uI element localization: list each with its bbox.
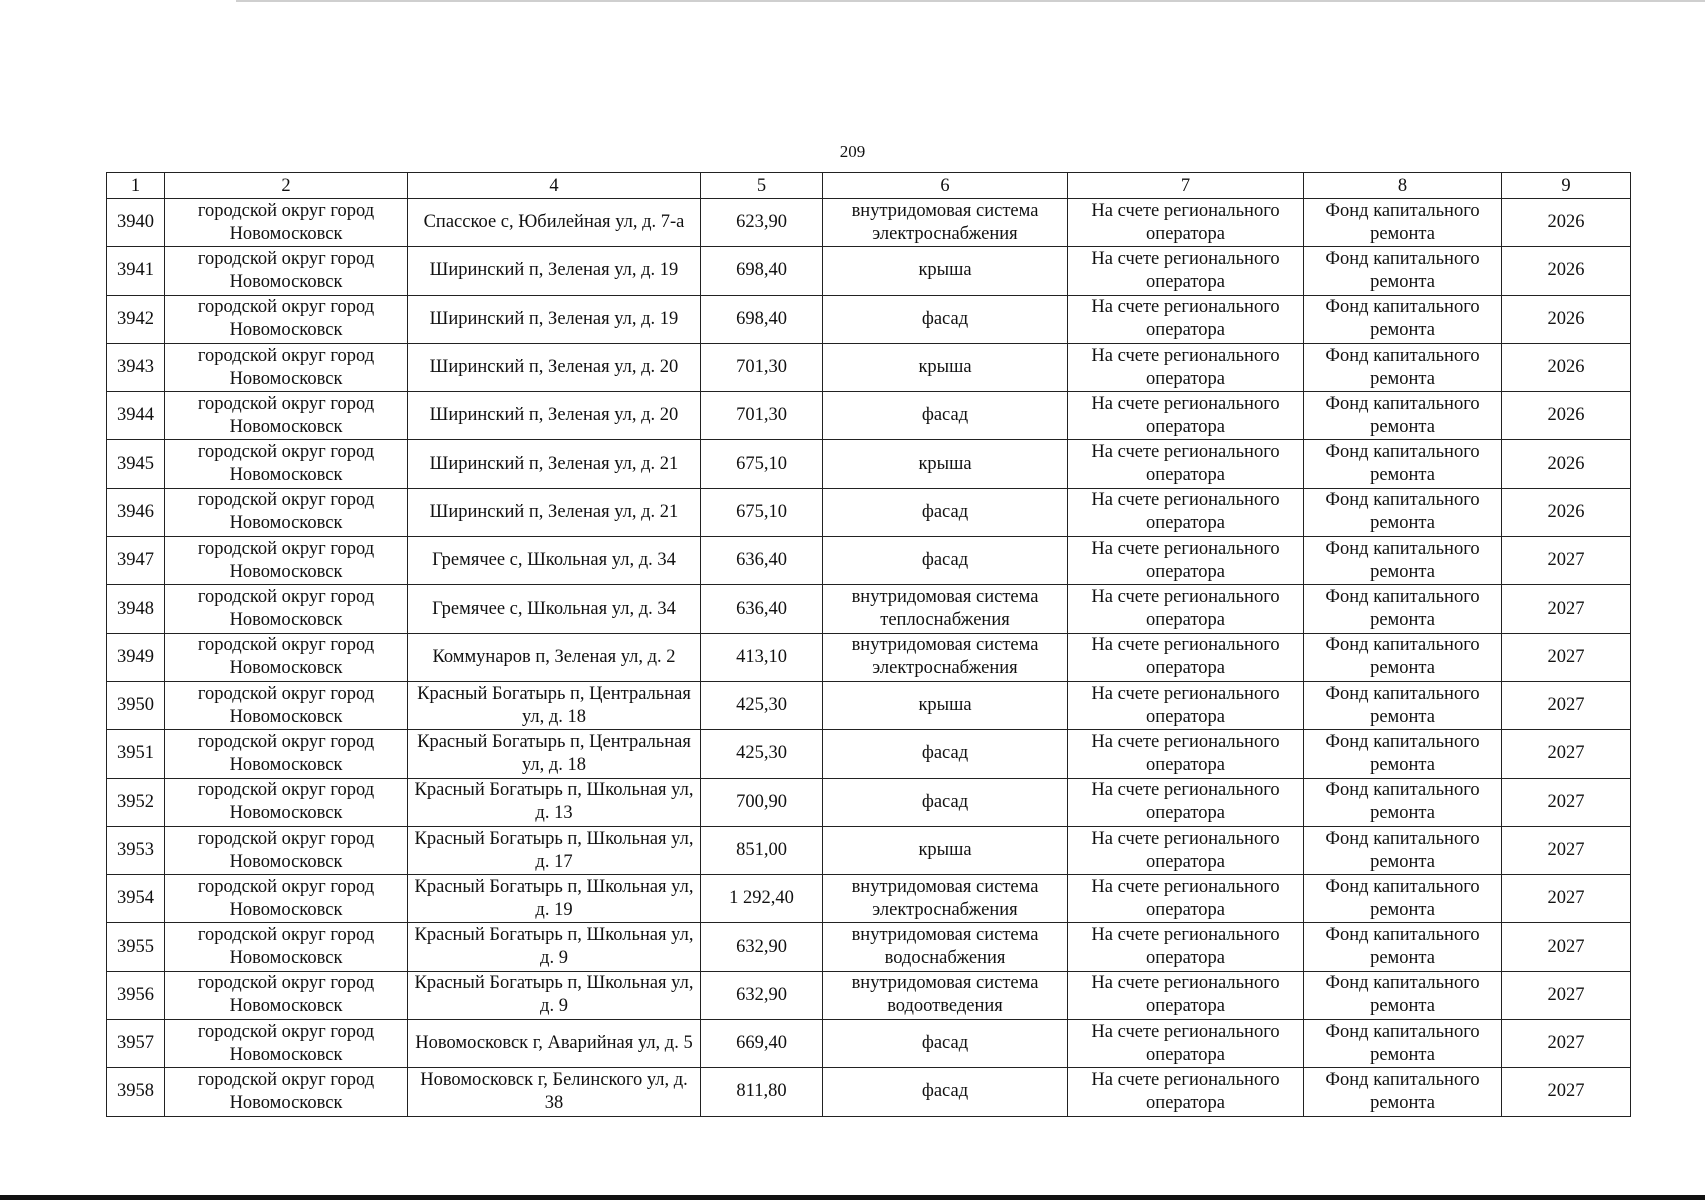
row-number-cell: 3948 (107, 585, 165, 633)
table-row (107, 343, 1631, 391)
repair-schedule-table (106, 172, 1631, 1117)
funding-source-cell: Фонд капитального ремонта (1304, 295, 1502, 343)
area-cell: 425,30 (701, 681, 823, 729)
table-row (107, 681, 1631, 729)
area-cell: 698,40 (701, 247, 823, 295)
area-cell: 425,30 (701, 730, 823, 778)
work-type-cell: фасад (823, 295, 1068, 343)
funding-source-cell: Фонд капитального ремонта (1304, 343, 1502, 391)
work-type-cell: крыша (823, 440, 1068, 488)
column-header: 7 (1068, 173, 1304, 199)
year-cell: 2027 (1502, 633, 1631, 681)
table-row (107, 392, 1631, 440)
year-cell: 2027 (1502, 1068, 1631, 1116)
municipality-cell: городской округ город Новомосковск (165, 295, 408, 343)
work-type-cell: фасад (823, 730, 1068, 778)
year-cell: 2026 (1502, 392, 1631, 440)
work-type-cell: крыша (823, 247, 1068, 295)
municipality-cell: городской округ город Новомосковск (165, 1068, 408, 1116)
fund-account-cell: На счете регионального оператора (1068, 440, 1304, 488)
funding-source-cell: Фонд капитального ремонта (1304, 537, 1502, 585)
work-type-cell: фасад (823, 392, 1068, 440)
municipality-cell: городской округ город Новомосковск (165, 681, 408, 729)
row-number-cell: 3940 (107, 199, 165, 247)
row-number-cell: 3951 (107, 730, 165, 778)
year-cell: 2027 (1502, 923, 1631, 971)
row-number-cell: 3941 (107, 247, 165, 295)
funding-source-cell: Фонд капитального ремонта (1304, 247, 1502, 295)
address-cell: Ширинский п, Зеленая ул, д. 19 (408, 247, 701, 295)
area-cell: 700,90 (701, 778, 823, 826)
funding-source-cell: Фонд капитального ремонта (1304, 875, 1502, 923)
area-cell: 851,00 (701, 826, 823, 874)
address-cell: Красный Богатырь п, Центральная ул, д. 18 (408, 730, 701, 778)
fund-account-cell: На счете регионального оператора (1068, 730, 1304, 778)
area-cell: 636,40 (701, 537, 823, 585)
column-header: 1 (107, 173, 165, 199)
fund-account-cell: На счете регионального оператора (1068, 1068, 1304, 1116)
row-number-cell: 3942 (107, 295, 165, 343)
year-cell: 2027 (1502, 537, 1631, 585)
municipality-cell: городской округ город Новомосковск (165, 633, 408, 681)
row-number-cell: 3945 (107, 440, 165, 488)
fund-account-cell: На счете регионального оператора (1068, 778, 1304, 826)
municipality-cell: городской округ город Новомосковск (165, 585, 408, 633)
row-number-cell: 3952 (107, 778, 165, 826)
area-cell: 413,10 (701, 633, 823, 681)
funding-source-cell: Фонд капитального ремонта (1304, 923, 1502, 971)
table-row (107, 971, 1631, 1019)
table-row (107, 440, 1631, 488)
table-row (107, 730, 1631, 778)
funding-source-cell: Фонд капитального ремонта (1304, 778, 1502, 826)
fund-account-cell: На счете регионального оператора (1068, 971, 1304, 1019)
column-header: 4 (408, 173, 701, 199)
table-row (107, 199, 1631, 247)
municipality-cell: городской округ город Новомосковск (165, 1020, 408, 1068)
work-type-cell: фасад (823, 488, 1068, 536)
address-cell: Красный Богатырь п, Школьная ул, д. 9 (408, 971, 701, 1019)
row-number-cell: 3950 (107, 681, 165, 729)
funding-source-cell: Фонд капитального ремонта (1304, 1020, 1502, 1068)
row-number-cell: 3946 (107, 488, 165, 536)
area-cell: 632,90 (701, 923, 823, 971)
year-cell: 2026 (1502, 199, 1631, 247)
year-cell: 2027 (1502, 730, 1631, 778)
area-cell: 675,10 (701, 440, 823, 488)
fund-account-cell: На счете регионального оператора (1068, 343, 1304, 391)
funding-source-cell: Фонд капитального ремонта (1304, 199, 1502, 247)
table-body (107, 199, 1631, 1117)
area-cell: 811,80 (701, 1068, 823, 1116)
municipality-cell: городской округ город Новомосковск (165, 778, 408, 826)
scan-top-edge (236, 0, 1705, 2)
address-cell: Ширинский п, Зеленая ул, д. 19 (408, 295, 701, 343)
funding-source-cell: Фонд капитального ремонта (1304, 585, 1502, 633)
address-cell: Красный Богатырь п, Школьная ул, д. 13 (408, 778, 701, 826)
table-row (107, 1020, 1631, 1068)
page-number: 209 (839, 142, 866, 161)
row-number-cell: 3957 (107, 1020, 165, 1068)
address-cell: Ширинский п, Зеленая ул, д. 20 (408, 392, 701, 440)
municipality-cell: городской округ город Новомосковск (165, 440, 408, 488)
year-cell: 2027 (1502, 826, 1631, 874)
fund-account-cell: На счете регионального оператора (1068, 1020, 1304, 1068)
funding-source-cell: Фонд капитального ремонта (1304, 1068, 1502, 1116)
address-cell: Ширинский п, Зеленая ул, д. 21 (408, 488, 701, 536)
address-cell: Гремячее с, Школьная ул, д. 34 (408, 537, 701, 585)
table-row (107, 875, 1631, 923)
area-cell: 701,30 (701, 343, 823, 391)
row-number-cell: 3947 (107, 537, 165, 585)
work-type-cell: фасад (823, 1020, 1068, 1068)
column-header: 9 (1502, 173, 1631, 199)
address-cell: Новомосковск г, Аварийная ул, д. 5 (408, 1020, 701, 1068)
funding-source-cell: Фонд капитального ремонта (1304, 633, 1502, 681)
fund-account-cell: На счете регионального оператора (1068, 488, 1304, 536)
work-type-cell: фасад (823, 537, 1068, 585)
table-row (107, 488, 1631, 536)
year-cell: 2027 (1502, 971, 1631, 1019)
row-number-cell: 3949 (107, 633, 165, 681)
work-type-cell: крыша (823, 681, 1068, 729)
address-cell: Коммунаров п, Зеленая ул, д. 2 (408, 633, 701, 681)
area-cell: 701,30 (701, 392, 823, 440)
fund-account-cell: На счете регионального оператора (1068, 295, 1304, 343)
table-row (107, 247, 1631, 295)
work-type-cell: внутридомовая система теплоснабжения (823, 585, 1068, 633)
table-row (107, 826, 1631, 874)
year-cell: 2026 (1502, 488, 1631, 536)
area-cell: 698,40 (701, 295, 823, 343)
area-cell: 669,40 (701, 1020, 823, 1068)
municipality-cell: городской округ город Новомосковск (165, 537, 408, 585)
address-cell: Красный Богатырь п, Школьная ул, д. 17 (408, 826, 701, 874)
row-number-cell: 3943 (107, 343, 165, 391)
municipality-cell: городской округ город Новомосковск (165, 730, 408, 778)
work-type-cell: внутридомовая система электроснабжения (823, 633, 1068, 681)
table-row (107, 537, 1631, 585)
address-cell: Красный Богатырь п, Школьная ул, д. 9 (408, 923, 701, 971)
year-cell: 2026 (1502, 295, 1631, 343)
funding-source-cell: Фонд капитального ремонта (1304, 681, 1502, 729)
fund-account-cell: На счете регионального оператора (1068, 681, 1304, 729)
fund-account-cell: На счете регионального оператора (1068, 537, 1304, 585)
work-type-cell: крыша (823, 343, 1068, 391)
work-type-cell: внутридомовая система электроснабжения (823, 199, 1068, 247)
address-cell: Красный Богатырь п, Школьная ул, д. 19 (408, 875, 701, 923)
municipality-cell: городской округ город Новомосковск (165, 923, 408, 971)
row-number-cell: 3956 (107, 971, 165, 1019)
area-cell: 632,90 (701, 971, 823, 1019)
fund-account-cell: На счете регионального оператора (1068, 585, 1304, 633)
year-cell: 2027 (1502, 778, 1631, 826)
municipality-cell: городской округ город Новомосковск (165, 826, 408, 874)
municipality-cell: городской округ город Новомосковск (165, 392, 408, 440)
column-header: 8 (1304, 173, 1502, 199)
area-cell: 623,90 (701, 199, 823, 247)
column-header: 6 (823, 173, 1068, 199)
work-type-cell: крыша (823, 826, 1068, 874)
funding-source-cell: Фонд капитального ремонта (1304, 488, 1502, 536)
row-number-cell: 3944 (107, 392, 165, 440)
municipality-cell: городской округ город Новомосковск (165, 247, 408, 295)
row-number-cell: 3953 (107, 826, 165, 874)
year-cell: 2026 (1502, 343, 1631, 391)
year-cell: 2027 (1502, 875, 1631, 923)
work-type-cell: фасад (823, 778, 1068, 826)
table-row (107, 923, 1631, 971)
table-row (107, 585, 1631, 633)
fund-account-cell: На счете регионального оператора (1068, 392, 1304, 440)
municipality-cell: городской округ город Новомосковск (165, 488, 408, 536)
column-header: 5 (701, 173, 823, 199)
municipality-cell: городской округ город Новомосковск (165, 199, 408, 247)
municipality-cell: городской округ город Новомосковск (165, 971, 408, 1019)
funding-source-cell: Фонд капитального ремонта (1304, 440, 1502, 488)
municipality-cell: городской округ город Новомосковск (165, 875, 408, 923)
column-header: 2 (165, 173, 408, 199)
funding-source-cell: Фонд капитального ремонта (1304, 730, 1502, 778)
year-cell: 2026 (1502, 247, 1631, 295)
work-type-cell: внутридомовая система водоотведения (823, 971, 1068, 1019)
fund-account-cell: На счете регионального оператора (1068, 633, 1304, 681)
table-row (107, 1068, 1631, 1116)
year-cell: 2027 (1502, 1020, 1631, 1068)
row-number-cell: 3955 (107, 923, 165, 971)
area-cell: 675,10 (701, 488, 823, 536)
address-cell: Ширинский п, Зеленая ул, д. 21 (408, 440, 701, 488)
year-cell: 2027 (1502, 585, 1631, 633)
table-row (107, 633, 1631, 681)
table-row (107, 295, 1631, 343)
funding-source-cell: Фонд капитального ремонта (1304, 392, 1502, 440)
year-cell: 2027 (1502, 681, 1631, 729)
row-number-cell: 3954 (107, 875, 165, 923)
column-number-header-row (107, 173, 1631, 199)
fund-account-cell: На счете регионального оператора (1068, 875, 1304, 923)
fund-account-cell: На счете регионального оператора (1068, 199, 1304, 247)
fund-account-cell: На счете регионального оператора (1068, 826, 1304, 874)
address-cell: Гремячее с, Школьная ул, д. 34 (408, 585, 701, 633)
address-cell: Спасское с, Юбилейная ул, д. 7-а (408, 199, 701, 247)
area-cell: 636,40 (701, 585, 823, 633)
municipality-cell: городской округ город Новомосковск (165, 343, 408, 391)
work-type-cell: фасад (823, 1068, 1068, 1116)
fund-account-cell: На счете регионального оператора (1068, 247, 1304, 295)
table-row (107, 778, 1631, 826)
address-cell: Новомосковск г, Белинского ул, д. 38 (408, 1068, 701, 1116)
address-cell: Красный Богатырь п, Центральная ул, д. 18 (408, 681, 701, 729)
work-type-cell: внутридомовая система водоснабжения (823, 923, 1068, 971)
work-type-cell: внутридомовая система электроснабжения (823, 875, 1068, 923)
funding-source-cell: Фонд капитального ремонта (1304, 826, 1502, 874)
address-cell: Ширинский п, Зеленая ул, д. 20 (408, 343, 701, 391)
scan-bottom-edge (0, 1195, 1705, 1200)
year-cell: 2026 (1502, 440, 1631, 488)
row-number-cell: 3958 (107, 1068, 165, 1116)
funding-source-cell: Фонд капитального ремонта (1304, 971, 1502, 1019)
fund-account-cell: На счете регионального оператора (1068, 923, 1304, 971)
area-cell: 1 292,40 (701, 875, 823, 923)
